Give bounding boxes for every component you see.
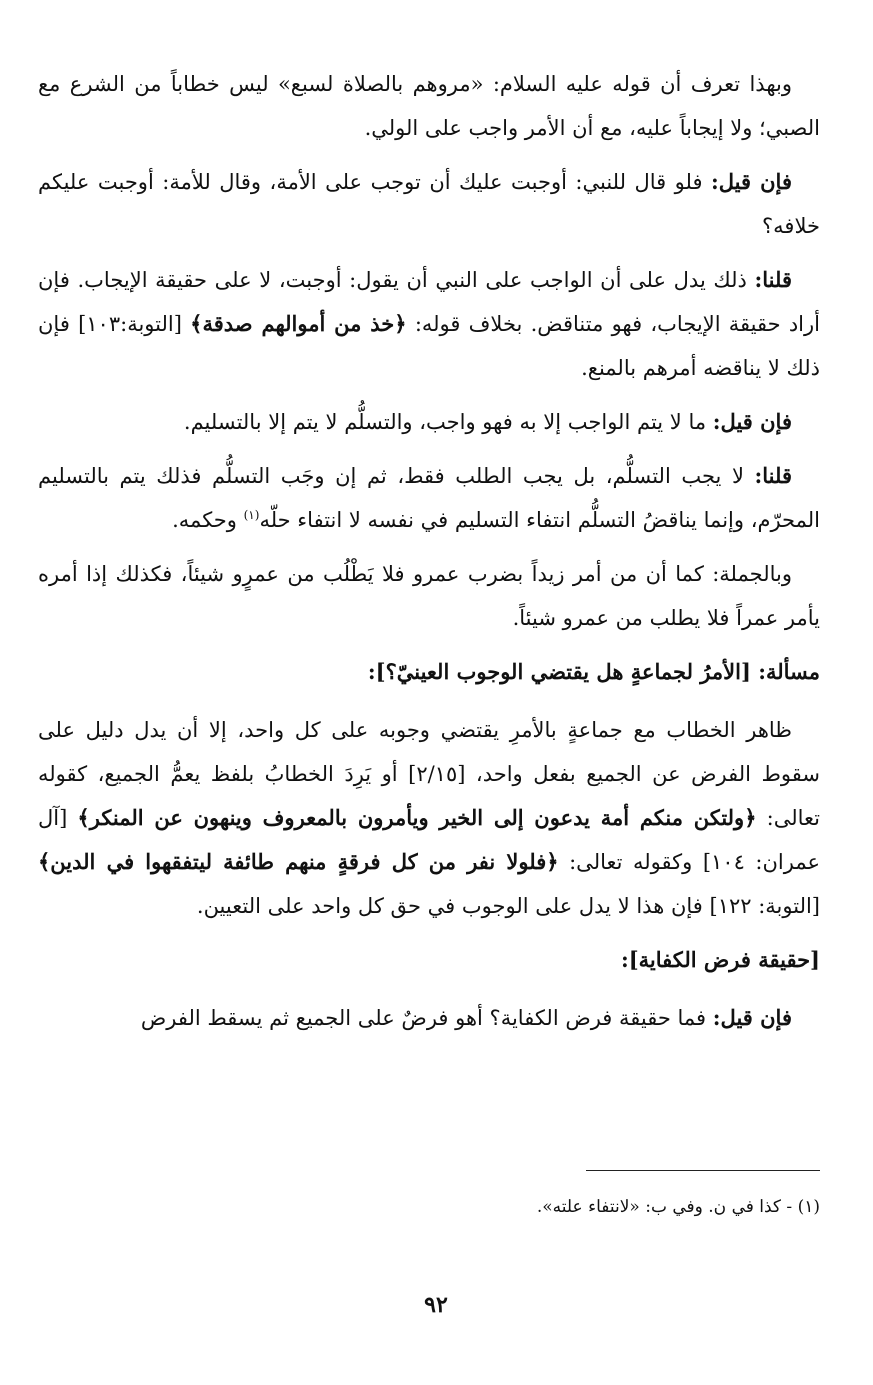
paragraph-3-body-after: [التوبة:١٠٣] فإن ذلك لا يناقضه أمرهم بالمنع. bbox=[38, 312, 820, 380]
paragraph-2 bbox=[38, 160, 820, 248]
section-paragraph bbox=[38, 708, 820, 928]
paragraph-3 bbox=[38, 258, 820, 390]
last-paragraph-body: فما حقيقة فرض الكفاية؟ أهو فرضٌ على الجميع ثم يسقط الفرض bbox=[140, 1006, 707, 1030]
page-number: ٩٢ bbox=[424, 1292, 448, 1318]
footnote bbox=[38, 1192, 820, 1222]
section-heading-2-title: [حقيقة فرض الكفاية]: bbox=[620, 947, 820, 972]
paragraph-5 bbox=[38, 454, 820, 542]
paragraph-1 bbox=[38, 62, 820, 150]
paragraph-4-lead: فإن قيل: bbox=[712, 409, 792, 434]
footnote-reference[interactable]: (١) bbox=[243, 508, 260, 522]
paragraph-5-lead: قلنا: bbox=[754, 463, 792, 488]
section-paragraph-part-2: [آل عمران: ١٠٤] وكقوله تعالى: bbox=[38, 806, 820, 874]
section-heading-2 bbox=[38, 938, 820, 982]
section-paragraph-part-3: [التوبة: ١٢٢] فإن هذا لا يدل على الوجوب في حق كل واحد على التعيين. bbox=[196, 894, 820, 918]
paragraph-4-body: ما لا يتم الواجب إلا به فهو واجب، والتسلُّم لا يتم إلا بالتسليم. bbox=[183, 410, 707, 434]
last-paragraph-lead: فإن قيل: bbox=[712, 1005, 792, 1030]
main-text bbox=[38, 62, 820, 1050]
quran-verse-1: ﴿خذ من أموالهم صدقة﴾ bbox=[190, 311, 407, 336]
paragraph-4 bbox=[38, 400, 820, 444]
section-paragraph-part-1: ظاهر الخطاب مع جماعةٍ بالأمرِ يقتضي وجوبه على كل واحد، إلا أن يدل دليل على سقوط الفرض عن الجميع بفعل واحد، [٢/١٥] أو يَرِدَ الخطابُ بلفظ يعمُّ الجميع، كقوله تعالى: bbox=[38, 718, 820, 830]
paragraph-6 bbox=[38, 552, 820, 640]
paragraph-6-body: وبالجملة: كما أن من أمر زيداً بضرب عمرو فلا يَطْلُب من عمرٍو شيئاً، فكذلك إذا أمره يأمر عمراً فلا يطلب من عمرو شيئاً. bbox=[38, 562, 820, 630]
footnote-separator bbox=[586, 1170, 820, 1171]
paragraph-5-body-after: وحكمه. bbox=[172, 508, 237, 532]
section-heading-1-title: [الأمرُ لجماعةٍ هل يقتضي الوجوب العينيّ؟]: bbox=[367, 659, 751, 684]
paragraph-3-lead: قلنا: bbox=[754, 267, 792, 292]
paragraph-1-body: وبهذا تعرف أن قوله عليه السلام: «مروهم بالصلاة لسبع» ليس خطاباً من الشرع مع الصبي؛ ولا إيجاباً عليه، مع أن الأمر واجب على الولي. bbox=[38, 72, 820, 140]
last-paragraph bbox=[38, 996, 820, 1040]
paragraph-3-body-before: ذلك يدل على أن الواجب على النبي أن يقول: أوجبت، لا على حقيقة الإيجاب. فإن أراد حقيقة الإيجاب، فهو متناقض. بخلاف قوله: bbox=[38, 268, 820, 336]
footnote-text: - كذا في ن. وفي ب: «لانتفاء علته». bbox=[536, 1197, 793, 1217]
section-heading-1-label: مسألة: bbox=[758, 659, 820, 684]
footnote-number: (١) bbox=[797, 1197, 820, 1217]
section-heading-1 bbox=[38, 650, 820, 694]
quran-verse-3: ﴿فلولا نفر من كل فرقةٍ منهم طائفة ليتفقهوا في الدين﴾ bbox=[38, 849, 559, 874]
paragraph-2-body: فلو قال للنبي: أوجبت عليك أن توجب على الأمة، وقال للأمة: أوجبت عليكم خلافه؟ bbox=[38, 170, 820, 238]
quran-verse-2: ﴿ولتكن منكم أمة يدعون إلى الخير ويأمرون بالمعروف وينهون عن المنكر﴾ bbox=[77, 805, 757, 830]
paragraph-2-lead: فإن قيل: bbox=[711, 169, 792, 194]
paragraph-5-body-before: لا يجب التسلُّم، بل يجب الطلب فقط، ثم إن وجَب التسلُّم فذلك يتم بالتسليم المحرّم، وإنما يناقضُ التسلُّم انتفاء التسليم في نفسه لا انتفاء حلّه bbox=[38, 464, 820, 532]
